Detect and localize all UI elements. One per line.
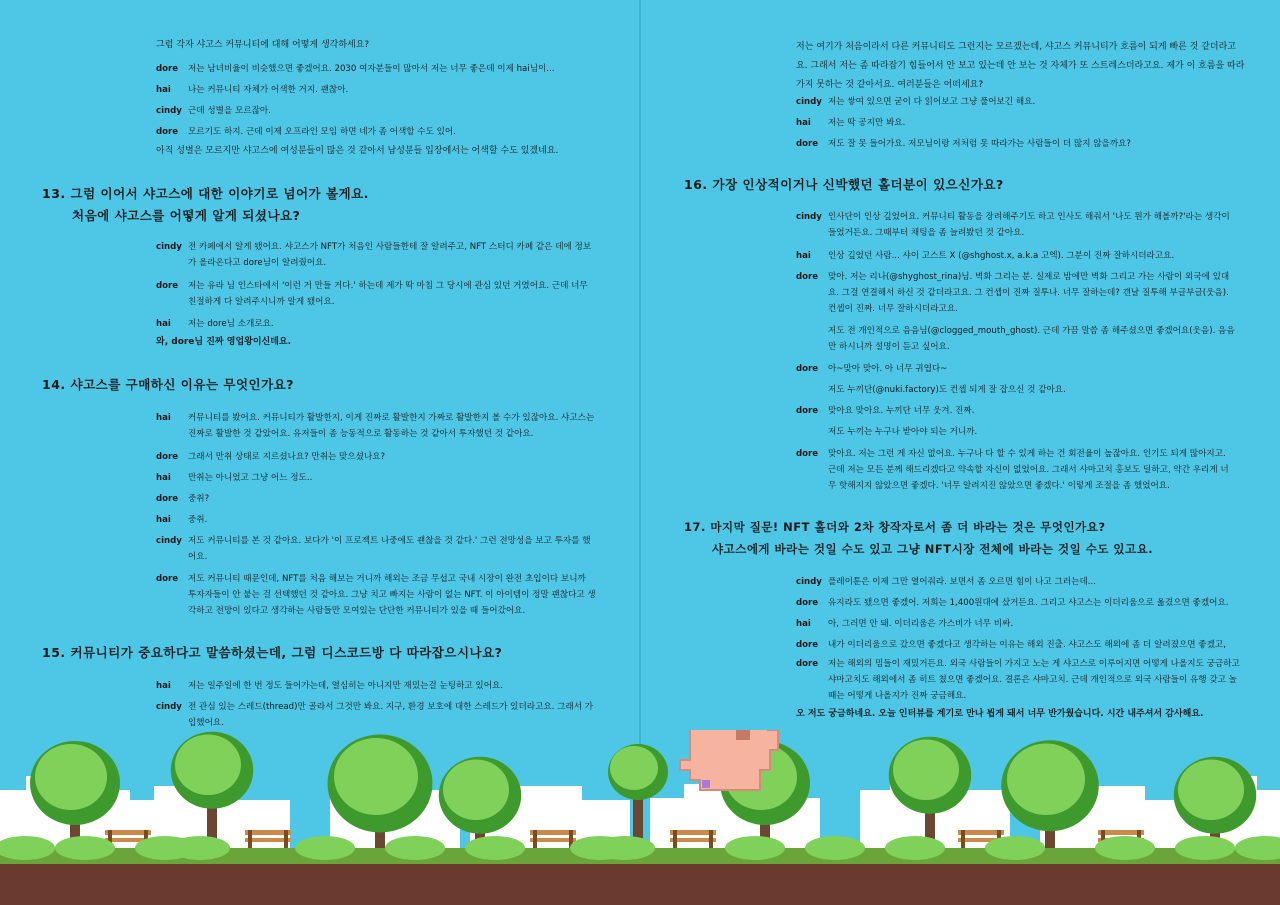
speech-text: 맞아. 저는 리나(@shyghost_rina)님. 벽화 그리는 분. 실제로 밤에만 벽화 그리고 가는 사람이 외국에 있대요. 그걸 연결해서 하신 것 같더라고요. 그 컨셉이 진짜 질투나. 너무 잘하는데? 갠날 질투해 부글부글(웃음). 컨셉이 진짜. 너무 잘하시더라고요. (828, 272, 1230, 314)
bush (595, 836, 655, 860)
speech-text: 커뮤니티를 봤어요. 커뮤니티가 활발한지, 이게 진짜로 활발한지 가짜로 활발한지 볼 수가 있잖아요. 샤고스는 진짜로 활발한 것 같았어요. 유저들이 좀 능동적으로 활동하는 것 같아서 투자했던 것 같아요. (188, 413, 595, 439)
intro-line: 그럼 각자 샤고스 커뮤니티에 대해 어떻게 생각하세요? (156, 40, 370, 50)
speech-text: 저도 누끼단(@nuki.factory)도 컨셉 되게 잘 잡으신 것 같아요. (828, 385, 1066, 395)
bench-leg (248, 830, 252, 848)
dialogue-line (156, 410, 596, 442)
dialogue-line (156, 512, 596, 528)
dialogue-line (156, 82, 606, 98)
speech-text: 저도 커뮤니티를 본 것 같아요. 보다가 '이 프로젝트 나중에도 괜찮을 것 같다.' 그런 전망성을 보고 투자를 했어요. (188, 536, 591, 562)
closing-line: 오 저도 궁금하네요. 오늘 인터뷰를 계기로 만나 뵙게 돼서 너무 반가웠습니다. 시간 내주셔서 감사해요. (796, 709, 1204, 719)
speaker-name: dore (796, 449, 819, 459)
dialogue-line (156, 103, 606, 119)
speaker-name: cindy (796, 97, 822, 107)
speech-text: 전 관심 있는 스레드(thread)만 골라서 그것만 봐요. 지구, 환경 보호에 대한 스레드가 있더라고요. 그래서 가입했어요. (188, 702, 594, 728)
dialogue-line (796, 382, 1236, 398)
speech-text: 저도 전 개인적으로 음음님(@clogged_mouth_ghost). 근데 가끔 말씀 좀 해주셨으면 좋겠어요(웃음). 음음만 하시니까 설명이 듣고 싶어요. (828, 326, 1235, 352)
dialogue-line (796, 94, 1236, 110)
speech-text: 저는 남녀비율이 비슷했으면 좋겠어요. 2030 여자분들이 많아서 저는 너무 좋은데 이제 hai님이... (188, 64, 555, 74)
tree-canopy (610, 746, 658, 790)
bush (985, 836, 1045, 860)
dialogue-line (156, 533, 596, 565)
speech-text: 맞아요. 저는 그런 게 자신 없어요. 누구나 다 할 수 있게 하는 건 회전율이 높잖아요. 인기도 되게 많아지고. 근데 저는 모든 분께 해드리겠다고 약속할 자신이 없었어요. 그래서 샤마고치 홍보도 덜하고, 약간 우리게 너무 핫해지지 않았으면 좋겠다. '너무 알려지진 않았으면 좋겠다.' 이렇게 조절을 좀 했었어요. (828, 449, 1229, 491)
dialogue-line (156, 571, 596, 619)
dialogue-line (796, 269, 1236, 317)
speaker-name: hai (156, 85, 171, 95)
speaker-name: dore (156, 64, 179, 74)
speech-text: 근데 성별을 모르잖아. (188, 106, 271, 116)
dialogue-line (796, 209, 1236, 241)
bush (465, 836, 525, 860)
speaker-name: dore (156, 281, 179, 291)
dialogue-line (796, 424, 1236, 440)
bush (725, 836, 785, 860)
speaker-name: dore (156, 452, 179, 462)
dialogue-line (796, 616, 1246, 632)
speaker-name: cindy (156, 106, 182, 116)
speech-text: 플레이툰은 이제 그만 열어줘라. 보면서 좀 오르면 힘이 나고 그러는데... (828, 577, 1096, 587)
speaker-name: cindy (156, 242, 182, 252)
dialogue-line (796, 446, 1236, 494)
dialogue-line (796, 323, 1236, 355)
speech-text: 저는 일주일에 한 번 정도 들어가는데, 열심히는 아니지만 재밌는걸 눈팅하고 있어요. (188, 681, 504, 691)
tree-canopy (443, 760, 509, 821)
speaker-name: cindy (156, 702, 182, 712)
speaker-name: hai (156, 681, 171, 691)
speech-text: 전 카페에서 알게 됐어요. 샤고스가 NFT가 처음인 사람들한테 잘 알려주고, NFT 스터디 카페 같은 데에 정보가 올라온다고 dore님이 알려줬어요. (188, 242, 592, 268)
speech-text: 맞아요 맞아요. 누끼단 너무 웃겨. 진짜. (828, 406, 975, 416)
speaker-name: hai (156, 515, 171, 525)
bench-leg (533, 830, 537, 848)
soil-ground (0, 864, 1280, 905)
dialogue-line (796, 574, 1246, 590)
dialogue-line (156, 678, 596, 694)
speech-text: 저도 커뮤니티 때문인데, NFT를 처음 해보는 거니까 해외는 조금 무섭고 국내 시장이 완전 초입이다 보니까 투자자들이 안 붙는 걸 선택했던 것 같아요. 그냥 치고 빠지는 사람이 없는 NFT. 이 아이템이 정말 괜찮다고 생각하고 전망이 있다고 생각하는 사람들만 모여있는 단단한 커뮤니티가 있을 때 들어갔어요. (188, 574, 596, 616)
bush (385, 836, 445, 860)
dialogue-line (796, 656, 1246, 704)
dialogue-line (796, 361, 1236, 377)
dialogue-line (156, 124, 606, 140)
question-13-line1: 13. 그럼 이어서 샤고스에 대한 이야기로 넘어가 볼게요. (42, 186, 369, 201)
dialogue-line (156, 699, 596, 731)
dialogue-line (156, 491, 596, 507)
speaker-name: dore (796, 640, 819, 650)
speech-text: 저도 누끼는 누구나 받아야 되는 거니까. (828, 427, 978, 437)
question-13-line2: 처음에 샤고스를 어떻게 알게 되셨나요? (72, 208, 301, 223)
bench-leg (673, 830, 677, 848)
speaker-name: hai (796, 619, 811, 629)
speech-text: 저는 dore님 소개로요. (188, 319, 274, 329)
speech-text: 모르기도 하지. 근데 이제 오프라인 모임 하면 네가 좀 어색할 수도 있어. (188, 127, 456, 137)
dialogue-line (156, 239, 596, 271)
speaker-name: dore (156, 127, 179, 137)
dialogue-line (796, 115, 1236, 131)
speech-text: 인사단이 인상 깊었어요. 커뮤니티 활동을 장려해주기도 하고 인사도 해줘서 '나도 뭔가 해볼까?'라는 생각이 들었거든요. 그때부터 채팅을 좀 늘려봤던 것 같아요. (828, 212, 1230, 238)
dialogue-line (796, 403, 1236, 419)
dialogue-line (156, 278, 596, 310)
question-14: 14. 샤고스를 구매하신 이유는 무엇인가요? (42, 377, 295, 392)
note-line: 아직 성별은 모르지만 샤고스에 여성분들이 많은 것 같아서 남성분들 입장에서는 어색할 수도 있겠네요. (156, 146, 559, 156)
tree-canopy (1178, 760, 1244, 821)
speech-text: 저는 딱 공지만 봐요. (828, 118, 906, 128)
intro-paragraph: 저는 여기가 처음이라서 다른 커뮤니티도 그런지는 모르겠는데, 샤고스 커뮤니티가 흐름이 되게 빠른 것 같더라고요. 그래서 저는 좀 따라잡기 힘들어서 안 보고 있는데 안 보는 것 자체가 또 스트레스더라고요. 제가 이 흐름을 따라가지 못하는 것 같아서요. 여러분들은 어떠세요? (796, 42, 1245, 90)
speech-text: 만취는 아니었고 그냥 어느 정도.. (188, 473, 313, 483)
speech-text: 인상 깊었던 사람... 샤이 고스트 X (@shghost.x, a.k.a 고엑). 그분이 진짜 잘하시더라고요. (828, 251, 1175, 261)
tree-canopy (334, 738, 418, 815)
speaker-name: dore (796, 659, 819, 669)
question-15: 15. 커뮤니티가 중요하다고 말씀하셨는데, 그럼 디스코드방 다 따라잡으시나요? (42, 645, 503, 660)
note-13: 와, dore님 진짜 영업왕이신데요. (156, 337, 292, 347)
speaker-name: dore (156, 574, 179, 584)
speech-text: 저도 잘 못 들어가요. 저모님이랑 저처럼 못 따라가는 사람들이 더 많지 않을까요? (828, 139, 1131, 149)
dialogue-line (796, 248, 1236, 264)
tree-canopy (893, 740, 959, 801)
dialogue-line (156, 470, 596, 486)
dialogue-line (796, 637, 1246, 653)
dialogue-line (156, 316, 596, 332)
speech-text: 그래서 만취 상태로 지르셨나요? 만취는 맞으셨나요? (188, 452, 386, 462)
speaker-name: dore (796, 406, 819, 416)
speech-text: 아~맞아 맞아. 아 너무 귀엽다~ (828, 364, 948, 374)
speech-text: 유지라도 됐으면 좋겠어. 저희는 1,400원대에 샀거든요. 그리고 샤고스는 이더리움으로 옮겼으면 좋겠어요. (828, 598, 1229, 608)
tree-canopy (35, 744, 107, 810)
bush (805, 836, 865, 860)
bench-leg (284, 830, 288, 848)
bench-leg (709, 830, 713, 848)
bush (1095, 836, 1155, 860)
dialogue-line (156, 449, 596, 465)
speech-text: 저는 해외의 밈들이 재밌거든요. 외국 사람들이 가지고 노는 게 샤고스로 이루어지면 어떻게 나올지도 궁금하고 샤마고치도 해외에서 좀 히트 쳤으면 좋겠어요. 결론은 샤마고치. 근데 개인적으로 외국 사람들이 유행 갖고 놀 때는 어떻게 나올지가 진짜 궁금해요. (828, 659, 1240, 701)
speaker-name: cindy (156, 536, 182, 546)
bush (885, 836, 945, 860)
speech-text: 중취. (188, 515, 208, 525)
speaker-name: dore (796, 598, 819, 608)
question-17-line2: 샤고스에게 바라는 것일 수도 있고 그냥 NFT시장 전체에 바라는 것일 수도 있고요. (712, 542, 1154, 556)
bush (295, 836, 355, 860)
speaker-name: hai (796, 118, 811, 128)
question-17-line1: 17. 마지막 질문! NFT 홀더와 2차 창작자로서 좀 더 바라는 것은 무엇인가요? (684, 520, 1106, 534)
speaker-name (796, 382, 828, 398)
speech-text: 저는 유라 님 인스타에서 '이런 거 만들 거다.' 하는데 제가 딱 마침 그 당시에 관심 있던 거였어요. 근데 너무 친절하게 다 알려주시니까 알게 됐어요. (188, 281, 588, 307)
speaker-name: dore (156, 494, 179, 504)
speaker-name: dore (796, 272, 819, 282)
bench-leg (961, 830, 965, 848)
speech-text: 중취? (188, 494, 210, 504)
speaker-name: cindy (796, 577, 822, 587)
speech-text: 내가 이더리움으로 갔으면 좋겠다고 생각하는 이유는 해외 진출. 샤고스도 해외에 좀 더 알려졌으면 좋겠고, (828, 640, 1226, 650)
speech-text: 나는 커뮤니티 자체가 어색한 거지. 괜찮아. (188, 85, 349, 95)
dialogue-line (796, 136, 1236, 152)
dialogue-line (156, 61, 606, 77)
speech-text: 저는 쌓여 있으면 굳이 다 읽어보고 그냥 풀어보긴 해요. (828, 97, 1036, 107)
speaker-name (796, 424, 828, 440)
speaker-name: hai (156, 413, 171, 423)
bush (1175, 836, 1235, 860)
speaker-name: hai (156, 319, 171, 329)
bush (55, 836, 115, 860)
speaker-name: dore (796, 139, 819, 149)
tree-canopy (175, 735, 241, 796)
speaker-name: dore (796, 364, 819, 374)
park-scene (0, 730, 1280, 905)
speaker-name: hai (796, 251, 811, 261)
bush (170, 836, 230, 860)
question-16: 16. 가장 인상적이거나 신박했던 홀더분이 있으신가요? (684, 177, 1004, 192)
speaker-name: cindy (796, 212, 822, 222)
speaker-name: hai (156, 473, 171, 483)
speech-text: 아, 그러면 안 돼. 이더리움은 가스비가 너무 비싸. (828, 619, 1014, 629)
dialogue-line (796, 595, 1246, 611)
tree-canopy (1007, 744, 1085, 816)
speaker-name (796, 323, 828, 355)
